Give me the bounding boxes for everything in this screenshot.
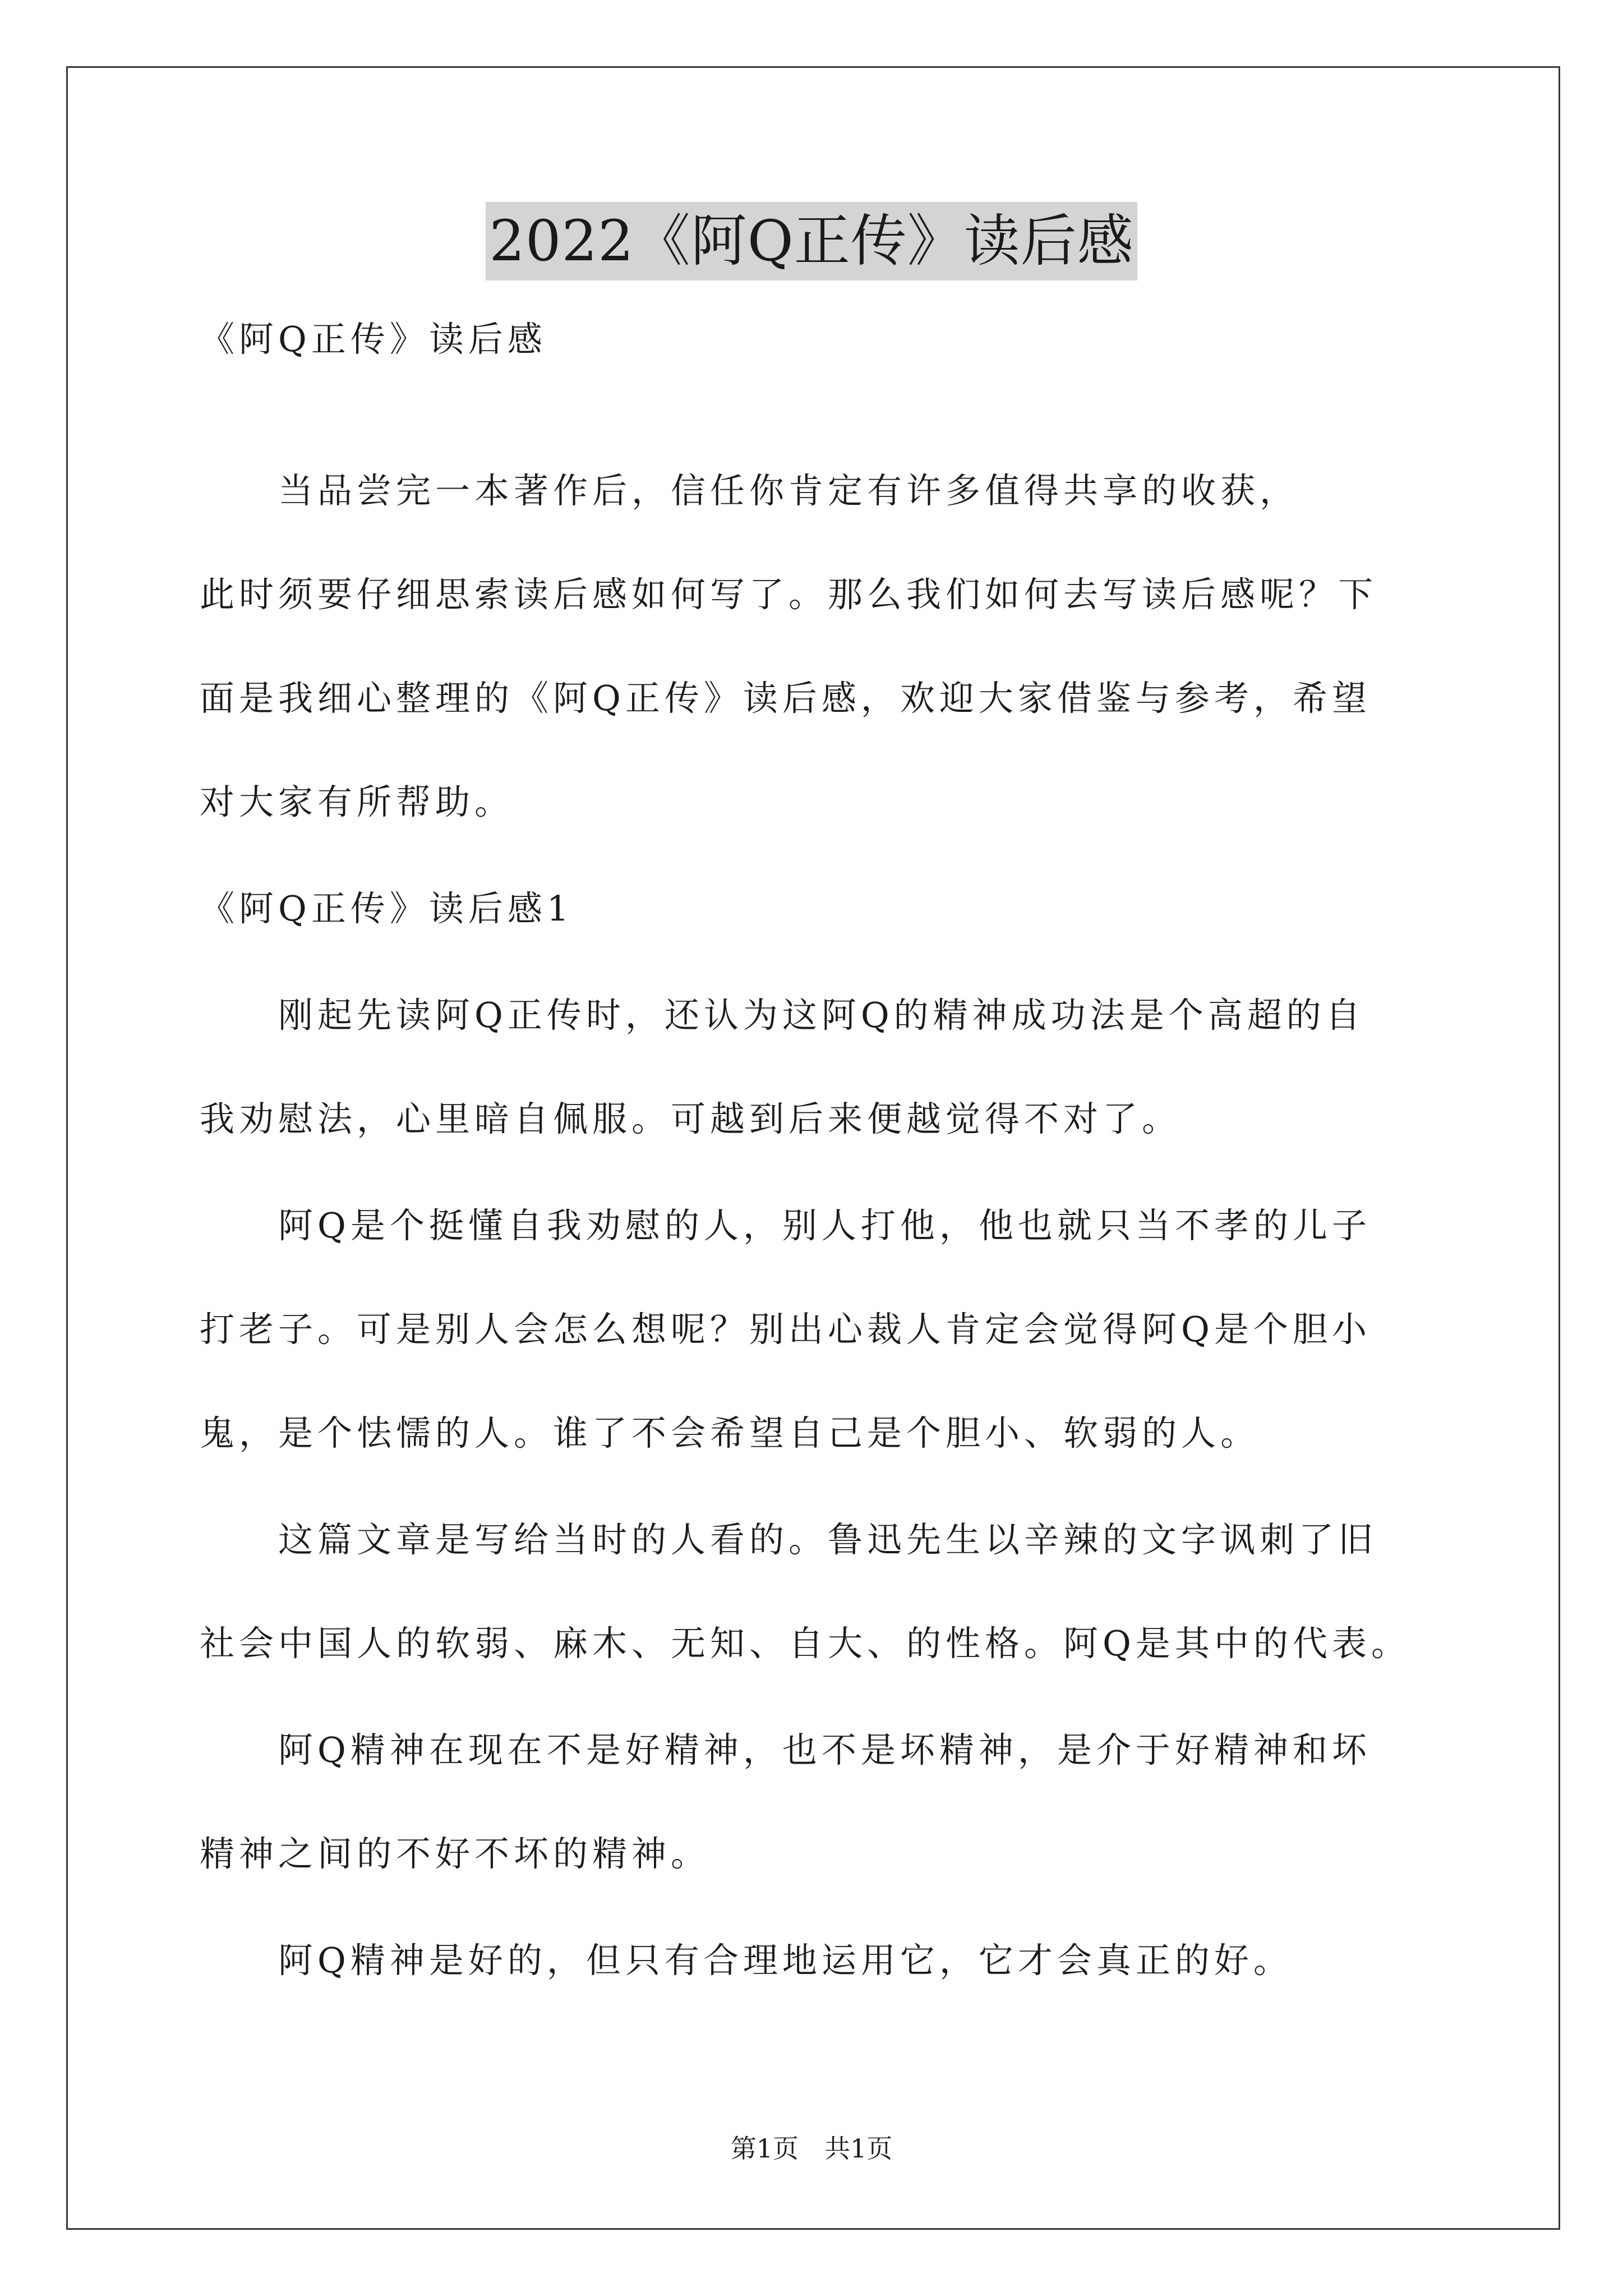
body-line-2: 此时须要仔细思索读后感如何写了。那么我们如何去写读后感呢？下 (200, 574, 1378, 615)
document-title: 2022《阿Q正传》读后感 (486, 202, 1137, 280)
page-border (66, 66, 1560, 2230)
body-line-8: 阿Q是个挺懂自我劝慰的人，别人打他，他也就只当不孝的儿子 (200, 1205, 1371, 1246)
body-line-11: 这篇文章是写给当时的人看的。鲁迅先生以辛辣的文字讽刺了旧 (200, 1519, 1378, 1560)
title-container (0, 202, 1623, 280)
body-line-1: 当品尝完一本著作后，信任你肯定有许多值得共享的收获， (200, 470, 1299, 511)
body-line-6: 刚起先读阿Q正传时，还认为这阿Q的精神成功法是个高超的自 (200, 995, 1365, 1036)
subtitle-line: 《阿Q正传》读后感 (200, 319, 547, 360)
body-line-13: 阿Q精神在现在不是好精神，也不是坏精神，是介于好精神和坏 (200, 1729, 1371, 1770)
section-heading: 《阿Q正传》读后感1 (200, 888, 574, 929)
body-line-9: 打老子。可是别人会怎么想呢？别出心裁人肯定会觉得阿Q是个胆小 (200, 1309, 1371, 1350)
body-line-3: 面是我细心整理的《阿Q正传》读后感，欢迎大家借鉴与参考，希望 (200, 678, 1371, 719)
body-line-12: 社会中国人的软弱、麻木、无知、自大、的性格。阿Q是其中的代表。 (200, 1623, 1410, 1664)
body-line-15: 阿Q精神是好的，但只有合理地运用它，它才会真正的好。 (200, 1940, 1293, 1981)
body-line-14: 精神之间的不好不坏的精神。 (200, 1833, 711, 1874)
page-footer: 第1页 共1页 (730, 2133, 893, 2164)
body-line-4: 对大家有所帮助。 (200, 781, 514, 822)
body-line-10: 鬼，是个怯懦的人。谁了不会希望自己是个胆小、软弱的人。 (200, 1412, 1260, 1453)
body-line-7: 我劝慰法，心里暗自佩服。可越到后来便越觉得不对了。 (200, 1098, 1182, 1139)
